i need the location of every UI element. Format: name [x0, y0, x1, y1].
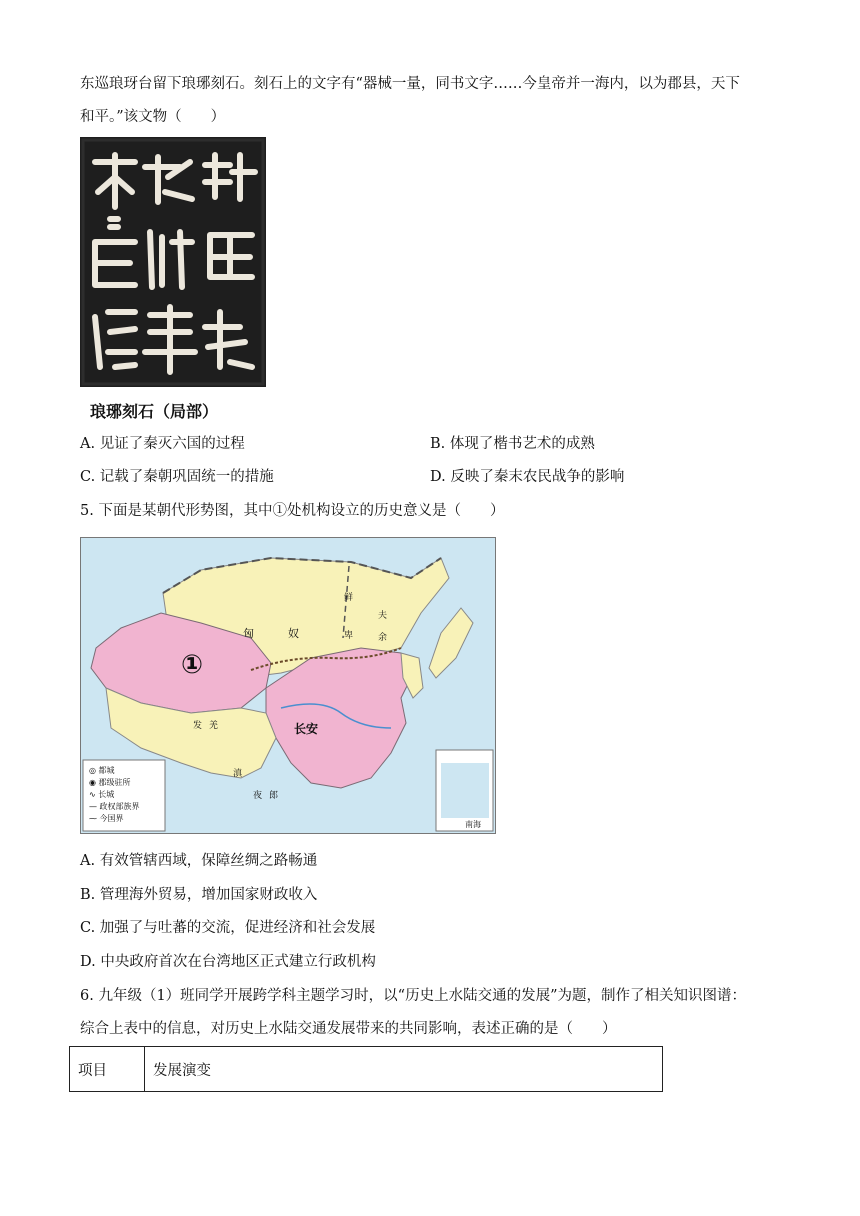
map-region-dian: 滇: [233, 769, 243, 779]
map-region-xian: 鲜: [344, 593, 354, 603]
legend-capital: ◎ 都城: [89, 766, 115, 775]
legend-regime-boundary: — 政权部族界: [89, 802, 140, 811]
q5-option-d[interactable]: D. 中央政府首次在台湾地区正式建立行政机构: [80, 954, 376, 970]
map-region-lang: 郎: [269, 791, 279, 801]
q4-option-a[interactable]: A. 见证了秦灭六国的过程: [80, 436, 245, 452]
stele-rubbing-graphic: [80, 137, 266, 387]
q4-stem-line2: 和平。”该文物（ ）: [80, 109, 226, 125]
langya-stele-rubbing-image: [80, 137, 266, 387]
han-dynasty-map: [80, 537, 496, 834]
q5-stem: 5. 下面是某朝代形势图，其中①处机构设立的历史意义是（ ）: [80, 503, 505, 519]
map-capital-label: 长安: [294, 722, 319, 736]
q5-option-b[interactable]: B. 管理海外贸易，增加国家财政收入: [80, 887, 318, 903]
map-region-qiang: 羌: [209, 721, 219, 731]
q6-table: [69, 1046, 663, 1092]
q6-stem-line1: 6. 九年级（1）班同学开展跨学科主题学习时，以“历史上水陆交通的发展”为题，制作了相关知识图谱：: [80, 988, 746, 1004]
rubbing-caption: 琅琊刻石（局部）: [90, 402, 219, 421]
map-region-xiong: 匈: [243, 627, 254, 640]
table-header-development: 发展演变: [145, 1047, 663, 1092]
map-marker-1: ①: [181, 650, 204, 680]
legend-commandery: ◉ 郡级驻所: [89, 778, 131, 787]
legend-modern-border: ⁓ 今国界: [89, 814, 124, 823]
q4-option-d[interactable]: D. 反映了秦末农民战争的影响: [430, 469, 625, 485]
inset-label: 南海: [465, 820, 481, 829]
map-region-yu: 余: [378, 633, 388, 643]
q5-option-a[interactable]: A. 有效管辖西域，保障丝绸之路畅通: [80, 853, 318, 869]
map-region-ye: 夜: [253, 791, 263, 801]
legend-great-wall: ∿ 长城: [89, 790, 115, 799]
table-row: [70, 1047, 663, 1092]
q4-stem-line1: 东巡琅玡台留下琅琊刻石。刻石上的文字有“器械一量，同书文字……今皇帝并一海内，以为郡县，天下: [80, 76, 740, 92]
map-region-fu: 夫: [378, 611, 388, 621]
map-region-nu: 奴: [288, 627, 299, 640]
q5-option-c[interactable]: C. 加强了与吐蕃的交流，促进经济和社会发展: [80, 920, 376, 936]
table-header-project: 项目: [70, 1047, 145, 1092]
map-legend: [89, 765, 140, 825]
map-graphic: [81, 538, 495, 833]
map-region-fa: 发: [193, 721, 203, 731]
q6-stem-line2: 综合上表中的信息，对历史上水陆交通发展带来的共同影响，表述正确的是（ ）: [80, 1021, 617, 1037]
q4-option-b[interactable]: B. 体现了楷书艺术的成熟: [430, 436, 595, 452]
map-region-bei: 卑: [344, 631, 354, 641]
q4-option-c[interactable]: C. 记载了秦朝巩固统一的措施: [80, 469, 274, 485]
